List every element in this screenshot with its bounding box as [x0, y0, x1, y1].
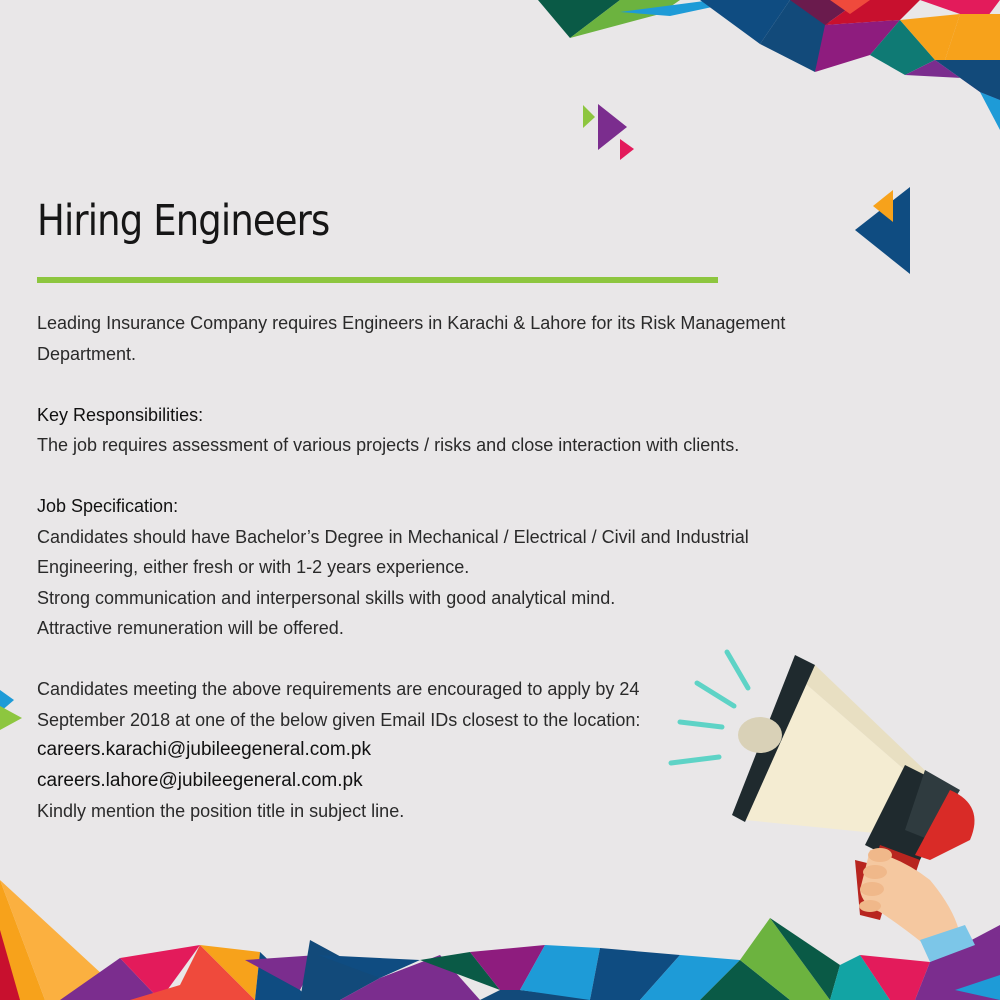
specification-heading: Job Specification: [37, 496, 179, 516]
email-karachi-link[interactable]: careers.karachi@jubileegeneral.com.pk [37, 739, 372, 760]
spacer [37, 369, 807, 400]
title-underline [37, 277, 718, 283]
arrow-triangles-right [855, 187, 910, 274]
specification-line-2: Strong communication and interpersonal skills with good analytical mind. [37, 587, 616, 608]
hand [859, 848, 975, 962]
bottom-triangle-mosaic [0, 880, 1000, 1000]
spacer [37, 461, 807, 492]
subject-line-note: Kindly mention the position title in subject line. [37, 801, 405, 821]
left-edge-triangles [0, 690, 22, 730]
job-description [37, 308, 807, 827]
email-lahore-link[interactable]: careers.lahore@jubileegeneral.com.pk [37, 769, 363, 791]
apply-text: Candidates meeting the above requirements are encouraged to apply by 24 September 2018 at one of the below given Email IDs closest to the location: [37, 679, 641, 730]
top-right-triangle-mosaic [538, 0, 1000, 130]
arrow-triangles-top [583, 104, 634, 160]
responsibilities-text: The job requires assessment of various projects / risks and close interaction with clients. [37, 435, 740, 455]
page-title: Hiring Engineers [37, 196, 330, 246]
specification-line-3: Attractive remuneration will be offered. [37, 618, 344, 638]
intro-text: Leading Insurance Company requires Engineers in Karachi & Lahore for its Risk Management Department. [37, 313, 786, 364]
responsibilities-heading: Key Responsibilities: [37, 404, 204, 425]
spacer [37, 644, 807, 675]
specification-line-1: Candidates should have Bachelor’s Degree in Mechanical / Electrical / Civil and Industrial Engineering, either fresh or with 1-2 years experience. [37, 526, 749, 577]
